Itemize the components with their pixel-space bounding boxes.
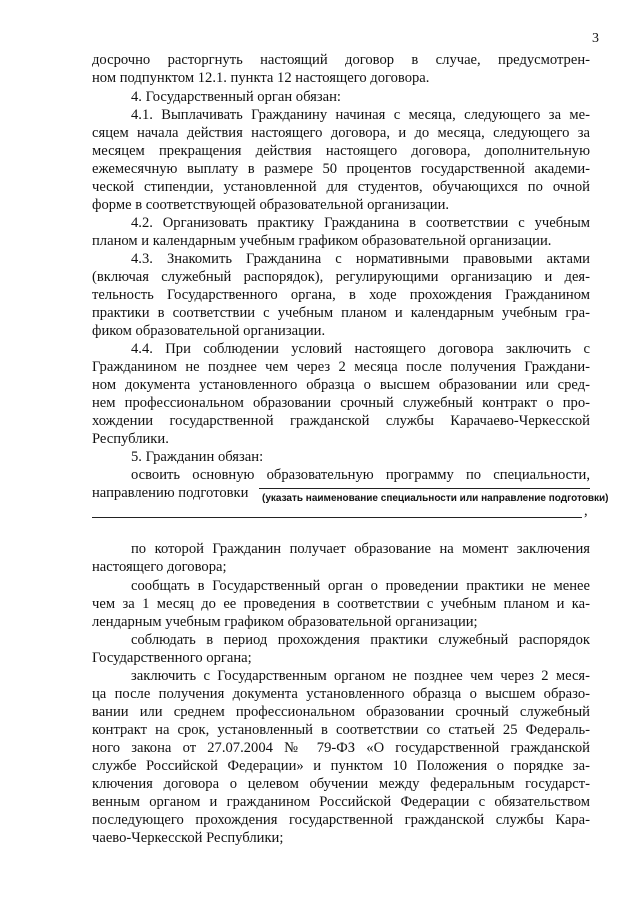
text-line: ежемесячную выплату в размере 50 процентов государственной академи- [92, 161, 590, 177]
text-line: ном документа установленного образца о высшем образовании или сред- [92, 377, 590, 393]
text-line: лендарным учебным графиком образовательной организации; [92, 614, 478, 630]
text-line: чем за 1 месяц до ее проведения в соответствии с учебным планом и ка- [92, 596, 590, 612]
text-line: Республики. [92, 431, 169, 447]
text-line: 4.3. Знакомить Гражданина с нормативными правовыми актами [131, 251, 590, 267]
text-line: направлению подготовки [92, 485, 249, 501]
text-line: ческой стипендии, установленной для студентов, обучающихся по очной [92, 179, 590, 195]
text-line: Гражданином не позднее чем через 2 месяца после получения Граждани- [92, 359, 590, 375]
text-line: заключить с Государственным органом не позднее чем через 2 меся- [131, 668, 590, 684]
text-line: контракт на срок, установленный в соответствии со статьей 25 Федераль- [92, 722, 590, 738]
text-line: практики в соответствии с учебным планом и календарным учебным гра- [92, 305, 590, 321]
text-line: сяцем начала действия настоящего договора, и до месяца, следующего за [92, 125, 590, 141]
text-line: (включая служебный распорядок), регулирующими организацию и дея- [92, 269, 590, 285]
text-line: Государственного органа; [92, 650, 252, 666]
text-line: сообщать в Государственный орган о проведении практики не менее [131, 578, 590, 594]
text-line: чаево-Черкесской Республики; [92, 830, 284, 846]
section-heading: 5. Гражданин обязан: [131, 449, 264, 465]
text-line: 4.1. Выплачивать Гражданину начиная с месяца, следующего за ме- [131, 107, 590, 123]
text-line: тельность Государственного органа, в ходе прохождения Гражданином [92, 287, 590, 303]
text-line: 4.2. Организовать практику Гражданина в соответствии с учебным [131, 215, 590, 231]
specialty-fill-line [259, 488, 590, 489]
text-line: вании или среднем профессиональном образовании срочный служебный [92, 704, 590, 720]
text-line: ключения договора о целевом обучении между федеральным государст- [92, 776, 590, 792]
text-line: по которой Гражданин получает образование на момент заключения [131, 541, 590, 557]
text-line: нем профессиональном образовании срочный служебный контракт о про- [92, 395, 590, 411]
field-caption: (указать наименование специальности или направление подготовки) [262, 493, 609, 504]
text-line: планом и календарным учебным графиком образовательной организации. [92, 233, 552, 249]
text-line: венным органом и гражданином Российской Федерации с обязательством [92, 794, 590, 810]
text-line: месяцем прекращения действия настоящего договора, дополнительную [92, 143, 590, 159]
text-line: досрочно расторгнуть настоящий договор в случае, предусмотрен- [92, 52, 590, 68]
text-line: хождении государственной гражданской службы Карачаево-Черкесской [92, 413, 590, 429]
text-line: последующего прохождения государственной гражданской службы Кара- [92, 812, 590, 828]
page-number: 3 [592, 31, 599, 46]
text-line: освоить основную образовательную программу по специальности, [131, 467, 590, 483]
section-heading: 4. Государственный орган обязан: [131, 89, 341, 105]
text-line: фиком образовательной организации. [92, 323, 326, 339]
text-line: ного закона от 27.07.2004 № 79-ФЗ «О государственной гражданской [92, 740, 590, 756]
text-line: 4.4. При соблюдении условий настоящего договора заключить с [131, 341, 590, 357]
text-line: ном подпунктом 12.1. пункта 12 настоящего договора. [92, 70, 430, 86]
text-line: службе Российской Федерации» и пунктом 10 Положения о порядке за- [92, 758, 590, 774]
text-line: форме в соответствующей образовательной организации. [92, 197, 450, 213]
blank-line [92, 517, 582, 518]
text-line: соблюдать в период прохождения практики служебный распорядок [131, 632, 590, 648]
text-line: настоящего договора; [92, 559, 227, 575]
blank-line-end: , [584, 503, 588, 519]
text-line: ца после получения документа установленного образца о высшем образо- [92, 686, 590, 702]
